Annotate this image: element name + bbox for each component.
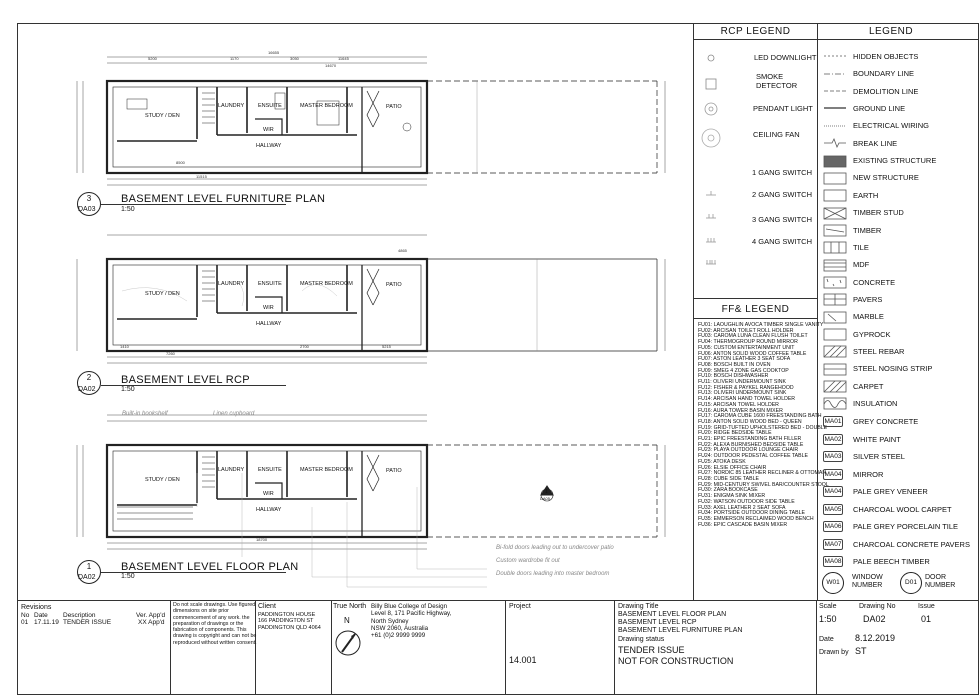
plan1-scale: 1:50 xyxy=(121,573,135,580)
plan2-code: DA02 xyxy=(78,386,96,393)
rcp-item-4gang: 4 GANG SWITCH xyxy=(752,237,813,246)
legend-item: CONCRETE xyxy=(853,277,896,287)
material-label: WHITE PAINT xyxy=(853,434,901,444)
rcp-item-led: LED DOWNLIGHT xyxy=(754,53,817,62)
legend-item: PAVERS xyxy=(853,294,883,304)
ffe-legend-panel xyxy=(693,298,829,601)
rcp-symbols xyxy=(694,39,754,269)
pendant-light-icon xyxy=(705,103,717,115)
rcp-item-smoke: SMOKE DETECTOR xyxy=(756,72,798,90)
rev-row-date: 17.11.19 xyxy=(34,619,59,626)
drawing-title-label: Drawing Title xyxy=(618,603,659,610)
legend-item: STEEL REBAR xyxy=(853,346,905,356)
ffe-legend-title: FF& LEGEND xyxy=(721,304,790,315)
rev-header-desc: Description xyxy=(63,612,96,619)
room-label-master: MASTER BEDROOM xyxy=(300,281,353,287)
ffe-item: FU25: ATOKA DESK xyxy=(698,458,746,465)
legend-item: STEEL NOSING STRIP xyxy=(853,364,933,374)
room-label-ensuite: ENSUITE xyxy=(258,467,282,473)
dim-top-2: 5200 xyxy=(148,56,157,61)
ffe-item: FU05: CUSTOM ENTERTAINMENT UNIT xyxy=(698,344,795,351)
material-code: MA04 xyxy=(824,488,842,495)
room-label-laundry: LAUNDRY xyxy=(218,467,245,473)
ffe-item: FU08: BOSCH BUILT IN OVEN xyxy=(698,361,771,368)
material-label: PALE GREY VENEER xyxy=(853,487,928,496)
true-north-label: True North xyxy=(333,603,367,610)
section-marker-num: 1 xyxy=(545,489,548,495)
rcp-item-2gang: 2 GANG SWITCH xyxy=(752,190,813,199)
note-bifold: Bi-fold doors leading out to undercover patio xyxy=(496,545,614,551)
date-label: Date xyxy=(819,636,834,643)
door-number-badge: D01 xyxy=(900,572,922,594)
dim-bot-4: 5215 xyxy=(382,344,391,349)
dim-top-7: 4865 xyxy=(398,248,407,253)
room-label-study: STUDY / DEN xyxy=(145,113,180,119)
ffe-item: FU35: EMMERSON RECLAIMED WOOD BENCH xyxy=(698,515,814,522)
rev-header-ver: Ver. App'd xyxy=(136,612,166,619)
dim-bot-1: 8500 xyxy=(176,160,185,165)
plan2-badge: 2 xyxy=(77,371,101,395)
legend-item: EXISTING STRUCTURE xyxy=(853,156,937,166)
dim-top-6: 14670 xyxy=(325,63,337,68)
revisions-title: Revisions xyxy=(21,604,52,611)
dim-top-5: 11645 xyxy=(338,56,349,61)
plan3-code: DA03 xyxy=(78,206,96,213)
dim-top-3: 1170 xyxy=(230,56,239,61)
disclaimer: Do not scale drawings. Use figured dimensions on site prior commencement of any work. the preparation of drawings or the fabrication of components. This drawing is copyright and can not be reproduced without written consent. xyxy=(173,602,257,646)
rcp-item-pendant: PENDANT LIGHT xyxy=(753,104,813,113)
client-label: Client xyxy=(258,603,276,610)
ffe-item: FU03: CAROMA LUNA CLEAN FLUSH TOILET xyxy=(698,333,808,340)
legend-item: EARTH xyxy=(853,190,879,200)
legend-item: CARPET xyxy=(853,381,884,391)
legend-item: HIDDEN OBJECTS xyxy=(853,52,919,61)
ffe-item: FU20: RIDGE BEDSIDE TABLE xyxy=(698,430,772,437)
dim-bot-3: 2700 xyxy=(300,344,309,349)
plan3-scale: 1:50 xyxy=(121,206,135,213)
drawing-status: TENDER ISSUE NOT FOR CONSTRUCTION xyxy=(618,645,734,666)
switch-icons xyxy=(706,191,716,264)
issue-value: 01 xyxy=(921,614,932,624)
rcp-item-3gang: 3 GANG SWITCH xyxy=(752,215,813,224)
ffe-item: FU30: ZARA BOOKCASE xyxy=(698,487,758,494)
plan1-title: BASEMENT LEVEL FLOOR PLAN xyxy=(121,561,299,573)
drawing-no-value: DA02 xyxy=(863,614,886,624)
legend-item: NEW STRUCTURE xyxy=(853,173,919,183)
client-info: PADDINGTON HOUSE 166 PADDINGTON ST PADDINGTON QLD 4064 xyxy=(258,612,321,631)
note-double-doors: Double doors leading into master bedroom xyxy=(496,571,610,577)
rcp-item-fan: CEILING FAN xyxy=(753,130,800,139)
ffe-item: FU31: ENIGMA SINK MIXER xyxy=(698,493,766,500)
legend-item: MARBLE xyxy=(853,312,884,322)
drawing-status-label: Drawing status xyxy=(618,636,665,643)
scale-label: Scale xyxy=(819,603,837,610)
room-label-laundry: LAUNDRY xyxy=(218,103,245,109)
ffe-item: FU06: ANTON SOLID WOOD COFFEE TABLE xyxy=(698,350,807,357)
ffe-list xyxy=(698,322,829,528)
rev-header-no: No xyxy=(21,612,30,619)
material-code: MA02 xyxy=(824,435,842,443)
material-label: CHARCOAL CONCRETE PAVERS xyxy=(853,539,970,549)
ffe-item: FU21: EPIC FREESTANDING BATH FILLER xyxy=(698,436,802,443)
project-label: Project xyxy=(509,603,531,610)
ffe-item: FU27: NORDIC 85 LEATHER RECLINER & OTTOMAN xyxy=(698,470,827,477)
scale-value: 1:50 xyxy=(819,614,837,624)
ffe-item: FU34: PORTSIDE OUTDOOR DINING TABLE xyxy=(698,510,805,517)
ffe-item: FU36: EPIC CASCADE BASIN MIXER xyxy=(698,521,788,528)
legend-panel xyxy=(816,23,979,600)
legend-item: GROUND LINE xyxy=(853,104,906,114)
drawn-by-value: ST xyxy=(855,646,867,656)
room-label-laundry: LAUNDRY xyxy=(218,281,245,287)
legend-item: BREAK LINE xyxy=(853,138,898,148)
plan3-title: BASEMENT LEVEL FURNITURE PLAN xyxy=(121,193,326,205)
dim-bot-5: 18700 xyxy=(256,537,268,542)
material-code: MA06 xyxy=(824,523,842,530)
plan1-code: DA02 xyxy=(78,574,96,581)
date-value: 8.12.2019 xyxy=(855,633,896,643)
led-downlight-icon xyxy=(708,55,714,61)
material-label: GREY CONCRETE xyxy=(853,417,919,426)
room-label-wir: WIR xyxy=(263,491,274,497)
plan2-title: BASEMENT LEVEL RCP xyxy=(121,374,250,386)
room-label-wir: WIR xyxy=(263,127,274,133)
door-number-label: DOOR NUMBER xyxy=(925,574,956,589)
material-code: MA07 xyxy=(824,540,842,548)
dim-top-4: 3050 xyxy=(290,56,299,61)
ffe-item: FU24: OUTDOOR PEDESTAL COFFEE TABLE xyxy=(698,453,808,460)
ffe-item: FU29: MID-CENTURY SWIVEL BAR/COUNTER STOOL xyxy=(698,481,829,488)
note-linen: Linen cupboard xyxy=(213,411,255,417)
material-label: MIRROR xyxy=(853,469,884,479)
drawn-by-label: Drawn by xyxy=(819,649,849,656)
legend-item: ELECTRICAL WIRING xyxy=(853,121,929,131)
ffe-item: FU12: FISHER & PAYKEL RANGEHOOD xyxy=(698,384,794,391)
window-number-badge: W01 xyxy=(822,572,844,594)
north-letter: N xyxy=(344,616,350,625)
room-label-master: MASTER BEDROOM xyxy=(300,103,353,109)
legend-item: TILE xyxy=(853,242,869,252)
room-label-ensuite: ENSUITE xyxy=(258,103,282,109)
plan1-badge: 1 xyxy=(77,560,101,584)
rcp-plan xyxy=(77,235,665,363)
dim-bot-6: 1410 xyxy=(120,344,129,349)
ffe-item: FU11: OLIVERI UNDERMOUNT SINK xyxy=(698,379,787,386)
legend-item: TIMBER xyxy=(853,225,882,235)
room-label-study: STUDY / DEN xyxy=(145,291,180,297)
ffe-item: FU04: THERMOGROUP ROUND MIRROR xyxy=(698,339,798,346)
legend-item: INSULATION xyxy=(853,399,898,408)
ffe-item: FU09: SMEG 4 ZONE GAS COOKTOP xyxy=(698,367,789,374)
ffe-item: FU14: ARCISAN HAND TOWEL HOLDER xyxy=(698,396,796,403)
rcp-legend-title: RCP LEGEND xyxy=(720,26,791,37)
material-code: MA05 xyxy=(824,505,842,513)
ffe-item: FU23: PLAYA OUTDOOR LOUNGE CHAIR xyxy=(698,447,799,454)
school-info: Billy Blue College of Design Level 8, 171 Pacific Highway, North Sydney NSW 2060, Australia +61 (0)2 9999 9999 xyxy=(371,603,452,640)
ffe-item: FU33: AXEL LEATHER 2 SEAT SOFA xyxy=(698,504,786,511)
material-code: MA03 xyxy=(824,453,842,460)
legend-item: BOUNDARY LINE xyxy=(853,69,914,79)
legend-symbols xyxy=(816,39,856,439)
ffe-item: FU15: ARCISAN TOWEL HOLDER xyxy=(698,401,779,408)
smoke-detector-icon xyxy=(706,79,716,89)
ffe-item: FU17: CAROMA CUBE 1600 FREESTANDING BATH xyxy=(698,413,822,420)
material-code: MA08 xyxy=(824,558,842,565)
plan2-scale: 1:50 xyxy=(121,386,135,393)
rev-header-date: Date xyxy=(34,612,48,619)
section-marker-code: DA05 xyxy=(540,496,551,501)
room-label-ensuite: ENSUITE xyxy=(258,281,282,287)
window-number-label: WINDOW NUMBER xyxy=(852,574,883,589)
ffe-item: FU13: OLIVERI UNDERMOUNT SINK xyxy=(698,390,787,397)
room-label-hallway: HALLWAY xyxy=(256,507,282,513)
rcp-item-1gang: 1 GANG SWITCH xyxy=(752,168,813,177)
legend-item: TIMBER STUD xyxy=(853,208,904,218)
rev-row-desc: TENDER ISSUE xyxy=(63,619,112,626)
ceiling-fan-icon xyxy=(702,129,720,147)
legend-item: GYPROCK xyxy=(853,329,891,339)
ffe-item: FU07: ASTON LEATHER 3 SEAT SOFA xyxy=(698,356,791,363)
ffe-item: FU18: ANTON SOLID WOOD BED - QUEEN xyxy=(698,418,802,425)
project-number: 14.001 xyxy=(509,655,537,665)
room-label-patio: PATIO xyxy=(386,104,402,110)
plans-drawing xyxy=(17,23,693,600)
room-label-patio: PATIO xyxy=(386,468,402,474)
ffe-item: FU01: LAOUGHLIN AVOCA TIMBER SINGLE VANITY xyxy=(698,322,824,328)
ffe-item: FU32: WATSON OUTDOOR SIDE TABLE xyxy=(698,498,795,505)
rcp-legend-panel xyxy=(693,23,818,298)
room-label-hallway: HALLWAY xyxy=(256,143,282,149)
ffe-item: FU16: AURA TOWER BASIN MIXER xyxy=(698,407,783,414)
dim-bot-2: 11515 xyxy=(196,174,207,179)
drawing-no-label: Drawing No xyxy=(859,603,896,610)
material-label: PALE GREY PORCELAIN TILE xyxy=(853,522,959,531)
furniture-plan xyxy=(77,57,665,185)
legend-item: MDF xyxy=(853,260,870,270)
ffe-item: FU28: CUBE SIDE TABLE xyxy=(698,475,759,482)
issue-label: Issue xyxy=(918,603,935,610)
note-bookshelf: Built-in bookshelf xyxy=(122,411,168,417)
drawing-titles: BASEMENT LEVEL FLOOR PLAN BASEMENT LEVEL RCP BASEMENT LEVEL FURNITURE PLAN xyxy=(618,611,743,634)
rev-row-ver: XX App'd xyxy=(138,619,165,626)
ffe-item: FU26: ELSIE OFFICE CHAIR xyxy=(698,464,767,471)
north-arrow-icon xyxy=(333,628,363,658)
material-code: MA01 xyxy=(824,418,842,425)
material-label: SILVER STEEL xyxy=(853,452,905,461)
room-label-wir: WIR xyxy=(263,305,274,311)
dim-top-1: 16655 xyxy=(268,50,280,55)
room-label-hallway: HALLWAY xyxy=(256,321,282,327)
rev-row-no: 01 xyxy=(21,619,29,626)
legend-item: DEMOLITION LINE xyxy=(853,86,919,96)
material-label: PALE BEECH TIMBER xyxy=(853,557,930,566)
ffe-item: FU22: ALEXA BURNISHED BEDSIDE TABLE xyxy=(698,441,804,448)
room-label-study: STUDY / DEN xyxy=(145,477,180,483)
ffe-item: FU02: ARCISAN TOILET ROLL HOLDER xyxy=(698,327,794,334)
plan3-badge: 3 xyxy=(77,192,101,216)
note-wardrobe: Custom wardrobe fit out xyxy=(496,558,560,564)
room-label-master: MASTER BEDROOM xyxy=(300,467,353,473)
ffe-item: FU19: GRID-TUFTED UPHOLSTERED BED - DOUBLE xyxy=(698,424,828,431)
material-label: CHARCOAL WOOL CARPET xyxy=(853,504,952,514)
dim-bot-7: 7260 xyxy=(166,351,175,356)
room-label-patio: PATIO xyxy=(386,282,402,288)
legend-title: LEGEND xyxy=(868,26,914,37)
ffe-item: FU10: BOSCH DISHWASHER xyxy=(698,373,769,380)
material-code: MA04 xyxy=(824,470,842,478)
